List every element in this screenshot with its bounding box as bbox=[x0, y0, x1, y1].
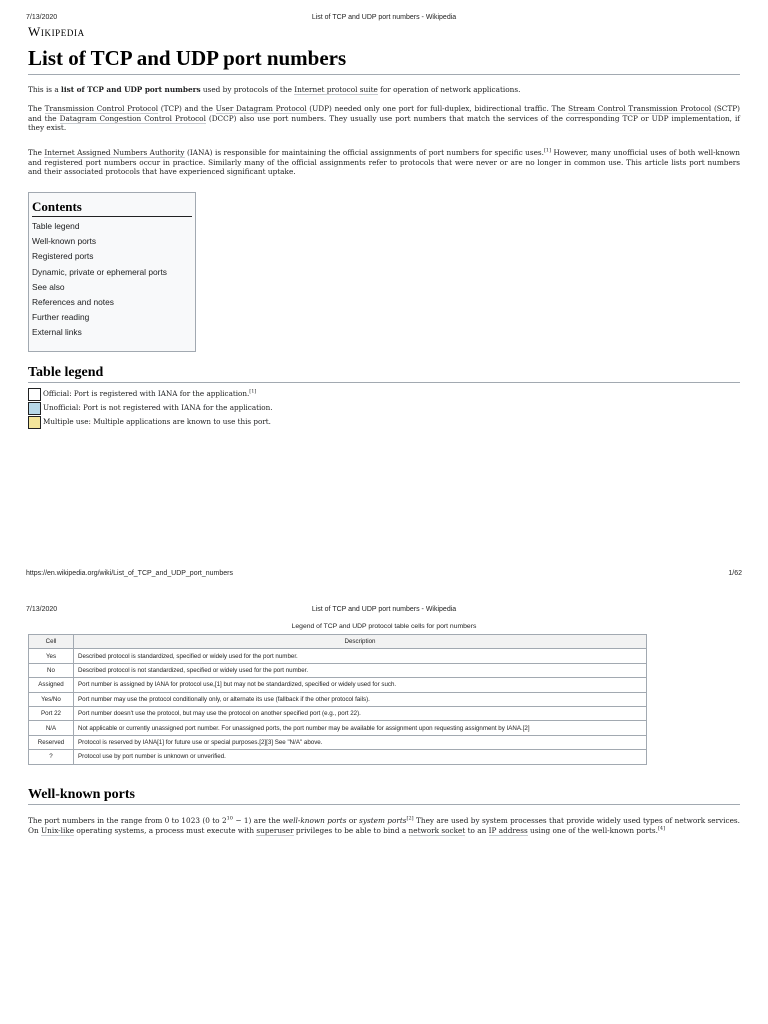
cell-description: Protocol use by port number is unknown or unverified. bbox=[74, 750, 647, 764]
toc-item-further-reading[interactable]: Further reading bbox=[32, 312, 90, 323]
table-row bbox=[29, 663, 647, 677]
header-title: List of TCP and UDP port numbers - Wikipedia bbox=[311, 14, 457, 21]
legend-item-unofficial: Unofficial: Port is not registered with IANA for the application. bbox=[28, 401, 273, 415]
cell-value: ? bbox=[29, 750, 74, 764]
ref-2[interactable]: [2] bbox=[406, 815, 414, 822]
toc-item-well-known-ports[interactable]: Well-known ports bbox=[32, 236, 97, 247]
cell-description: Protocol is reserved by IANA[1] for future use or special purposes.[2][3] See "N/A" above. bbox=[74, 735, 647, 749]
ref-1[interactable]: [1] bbox=[543, 147, 552, 154]
table-row bbox=[29, 721, 647, 735]
cell-description: Not applicable or currently unassigned port number. For unassigned ports, the port number may be available for assignment upon requesting assignment by IANA.[2] bbox=[74, 721, 647, 735]
toc-item-see-also[interactable]: See also bbox=[32, 281, 65, 292]
toc-item-table-legend[interactable]: Table legend bbox=[32, 221, 80, 231]
footer-page-number: 1/62 bbox=[728, 570, 742, 577]
table-row bbox=[29, 678, 647, 692]
toc-item-dynamic-ports[interactable]: Dynamic, private or ephemeral ports bbox=[32, 266, 167, 277]
cell-value: Port 22 bbox=[29, 706, 74, 720]
toc-item-external-links[interactable]: External links bbox=[32, 327, 82, 338]
intro-bold-term: list of TCP and UDP port numbers bbox=[61, 85, 201, 94]
toc-title: Contents bbox=[32, 199, 192, 217]
link-sctp[interactable]: Stream Control Transmission Protocol bbox=[568, 104, 712, 113]
link-internet-protocol-suite[interactable]: Internet protocol suite bbox=[294, 85, 378, 94]
intro-paragraph: This is a list of TCP and UDP port numbers used by protocols of the Internet protocol suite for operation of network applications. bbox=[28, 85, 521, 94]
table-row bbox=[29, 735, 647, 749]
link-dccp[interactable]: Datagram Congestion Control Protocol bbox=[59, 113, 206, 123]
toc-item-references[interactable]: References and notes bbox=[32, 297, 114, 308]
page-title: List of TCP and UDP port numbers bbox=[28, 46, 740, 75]
cell-description: Port number may use the protocol conditionally only, or alternate its use (fallback if the other protocol fails). bbox=[74, 692, 647, 706]
link-iana[interactable]: Internet Assigned Numbers Authority bbox=[44, 148, 185, 157]
link-network-socket[interactable]: network socket bbox=[408, 825, 466, 835]
col-header-description: Description bbox=[74, 635, 647, 649]
header-title-2: List of TCP and UDP port numbers - Wikipedia bbox=[311, 606, 457, 613]
cell-description: Port number doesn't use the protocol, but may use the protocol on another specified port (e.g., port 22). bbox=[74, 706, 647, 720]
link-superuser[interactable]: superuser bbox=[256, 825, 294, 835]
legend-item-official: Official: Port is registered with IANA for the application.[1] bbox=[28, 387, 273, 401]
protocols-paragraph: The Transmission Control Protocol (TCP) and the User Datagram Protocol (UDP) needed only one port for full-duplex, bidirectional traffic. The Stream Control Transmission Protocol (SCTP) and the Datagram Congestion Control Protocol (DCCP) also use port numbers. They usually use port numbers that match the services of the corresponding TCP or UDP implementation, if they exist. bbox=[28, 104, 741, 133]
table-row bbox=[29, 750, 647, 764]
cell-value: N/A bbox=[29, 721, 74, 735]
well-known-paragraph: The port numbers in the range from 0 to 1023 (0 to $2^{10} - 1$) are the well-known ports or system ports[2] They are used by system processes that provide widely used types of network services. On Unix-like operating systems, a process must execute with superuser privileges to be able to bind a network socket to an IP address using one of the well-known ports.[4] bbox=[28, 815, 740, 835]
cell-value: Yes bbox=[29, 649, 74, 663]
cell-description: Port number is assigned by IANA for protocol use,[1] but may not be standardized, specified or widely used for such. bbox=[74, 678, 647, 692]
table-row bbox=[29, 706, 647, 720]
legend-table bbox=[28, 634, 647, 765]
table-caption: Legend of TCP and UDP protocol table cells for port numbers bbox=[291, 623, 477, 630]
cell-description: Described protocol is not standardized, specified or widely used for the port number. bbox=[74, 663, 647, 677]
cell-value: Yes/No bbox=[29, 692, 74, 706]
link-udp[interactable]: User Datagram Protocol bbox=[215, 104, 307, 113]
table-row bbox=[29, 649, 647, 663]
heading-table-legend: Table legend bbox=[28, 365, 740, 383]
legend-item-multiple-use: Multiple use: Multiple applications are known to use this port. bbox=[28, 415, 273, 429]
ref-4[interactable]: [4] bbox=[657, 825, 666, 832]
cell-value: Reserved bbox=[29, 735, 74, 749]
cell-description: Described protocol is standardized, specified or widely used for the port number. bbox=[74, 649, 647, 663]
heading-well-known-ports: Well-known ports bbox=[28, 787, 740, 805]
cell-value: No bbox=[29, 663, 74, 677]
header-date-2: 7/13/2020 bbox=[26, 606, 58, 613]
header-date: 7/13/2020 bbox=[26, 14, 58, 21]
table-row bbox=[29, 692, 647, 706]
toc-item-registered-ports[interactable]: Registered ports bbox=[32, 251, 94, 262]
table-header-row bbox=[29, 635, 647, 649]
col-header-cell: Cell bbox=[29, 635, 74, 649]
cell-value: Assigned bbox=[29, 678, 74, 692]
page-header-2 bbox=[0, 606, 768, 622]
link-unix-like[interactable]: Unix-like bbox=[41, 825, 75, 835]
link-tcp[interactable]: Transmission Control Protocol bbox=[44, 104, 159, 113]
iana-paragraph: The Internet Assigned Numbers Authority (IANA) is responsible for maintaining the official assignments of port numbers for specific uses.[1] However, many unofficial uses of both well-known and registered port numbers occur in practice. Similarly many of the official assignments refer to protocols that were never or are no longer in common use. This article lists port numbers and their associated protocols that have experienced significant uptake. bbox=[28, 147, 740, 177]
wikipedia-logo[interactable]: Wikipedia bbox=[28, 24, 85, 39]
link-ip-address[interactable]: IP address bbox=[488, 825, 528, 835]
footer-url[interactable]: https://en.wikipedia.org/wiki/List_of_TCP_and_UDP_port_numbers bbox=[26, 570, 233, 577]
